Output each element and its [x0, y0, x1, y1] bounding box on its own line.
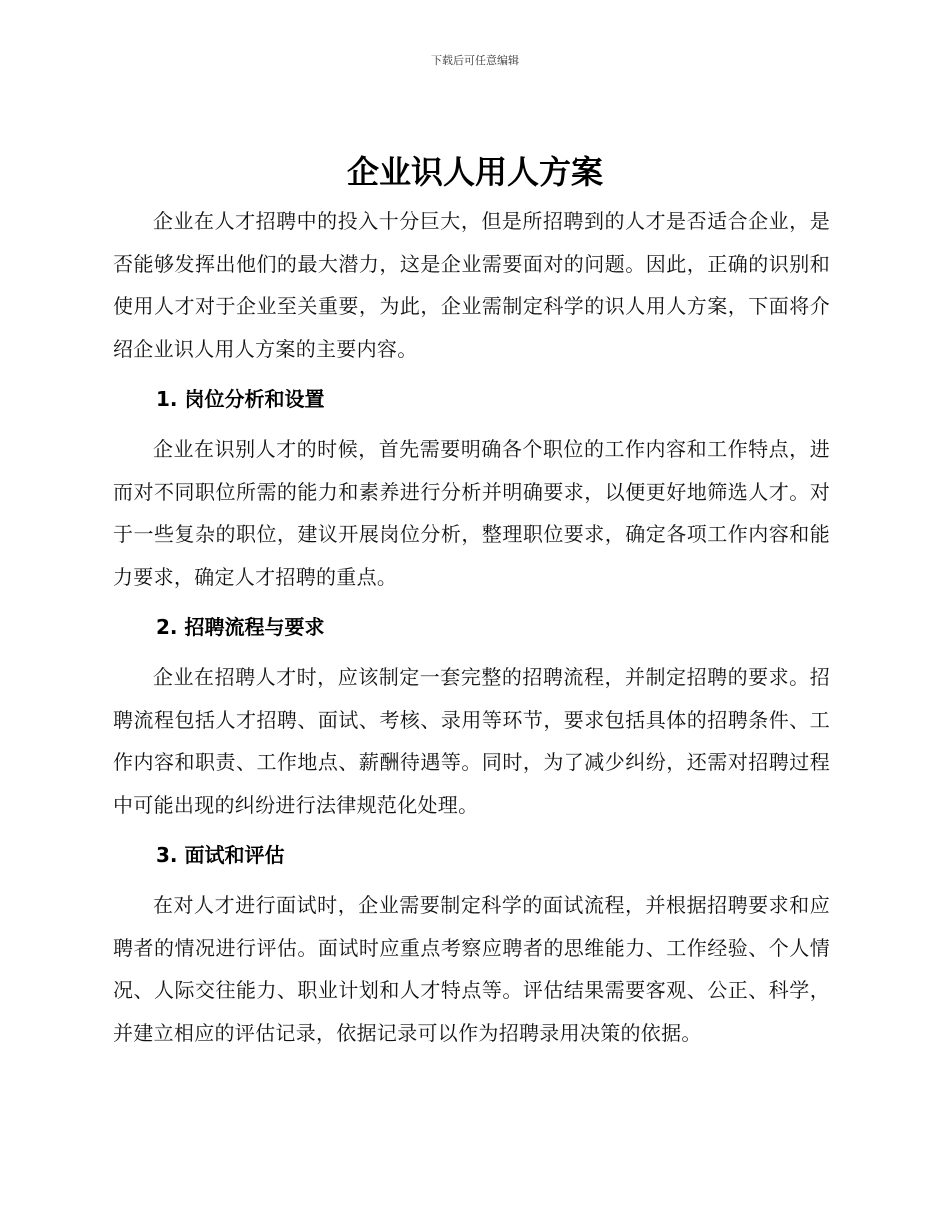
- header-note: 下载后可任意编辑: [431, 54, 519, 67]
- section-heading-2: 2. 招聘流程与要求: [156, 615, 325, 639]
- section-heading-3: 3. 面试和评估: [156, 843, 285, 867]
- section-body-3: 在对人才进行面试时，企业需要制定科学的面试流程，并根据招聘要求和应聘者的情况进行评估。面试时应重点考察应聘者的思维能力、工作经验、个人情况、人际交往能力、职业计划和人才特点等。评估结果需要客观、公正、科学，并建立相应的评估记录，依据记录可以作为招聘录用决策的依据。: [113, 893, 830, 1045]
- section-heading-1: 1. 岗位分析和设置: [156, 387, 325, 411]
- intro-paragraph: 企业在人才招聘中的投入十分巨大，但是所招聘到的人才是否适合企业，是否能够发挥出他们的最大潜力，这是企业需要面对的问题。因此，正确的识别和使用人才对于企业至关重要，为此，企业需制定科学的识人用人方案，下面将介绍企业识人用人方案的主要内容。: [113, 209, 830, 361]
- document-body: [113, 200, 830, 1054]
- section-body-2: 企业在招聘人才时，应该制定一套完整的招聘流程，并制定招聘的要求。招聘流程包括人才招聘、面试、考核、录用等环节，要求包括具体的招聘条件、工作内容和职责、工作地点、薪酬待遇等。同时，为了减少纠纷，还需对招聘过程中可能出现的纠纷进行法律规范化处理。: [113, 665, 830, 817]
- document-title: 企业识人用人方案: [346, 153, 603, 191]
- section-body-1: 企业在识别人才的时候，首先需要明确各个职位的工作内容和工作特点，进而对不同职位所需的能力和素养进行分析并明确要求，以便更好地筛选人才。对于一些复杂的职位，建议开展岗位分析，整理职位要求，确定各项工作内容和能力要求，确定人才招聘的重点。: [113, 437, 830, 589]
